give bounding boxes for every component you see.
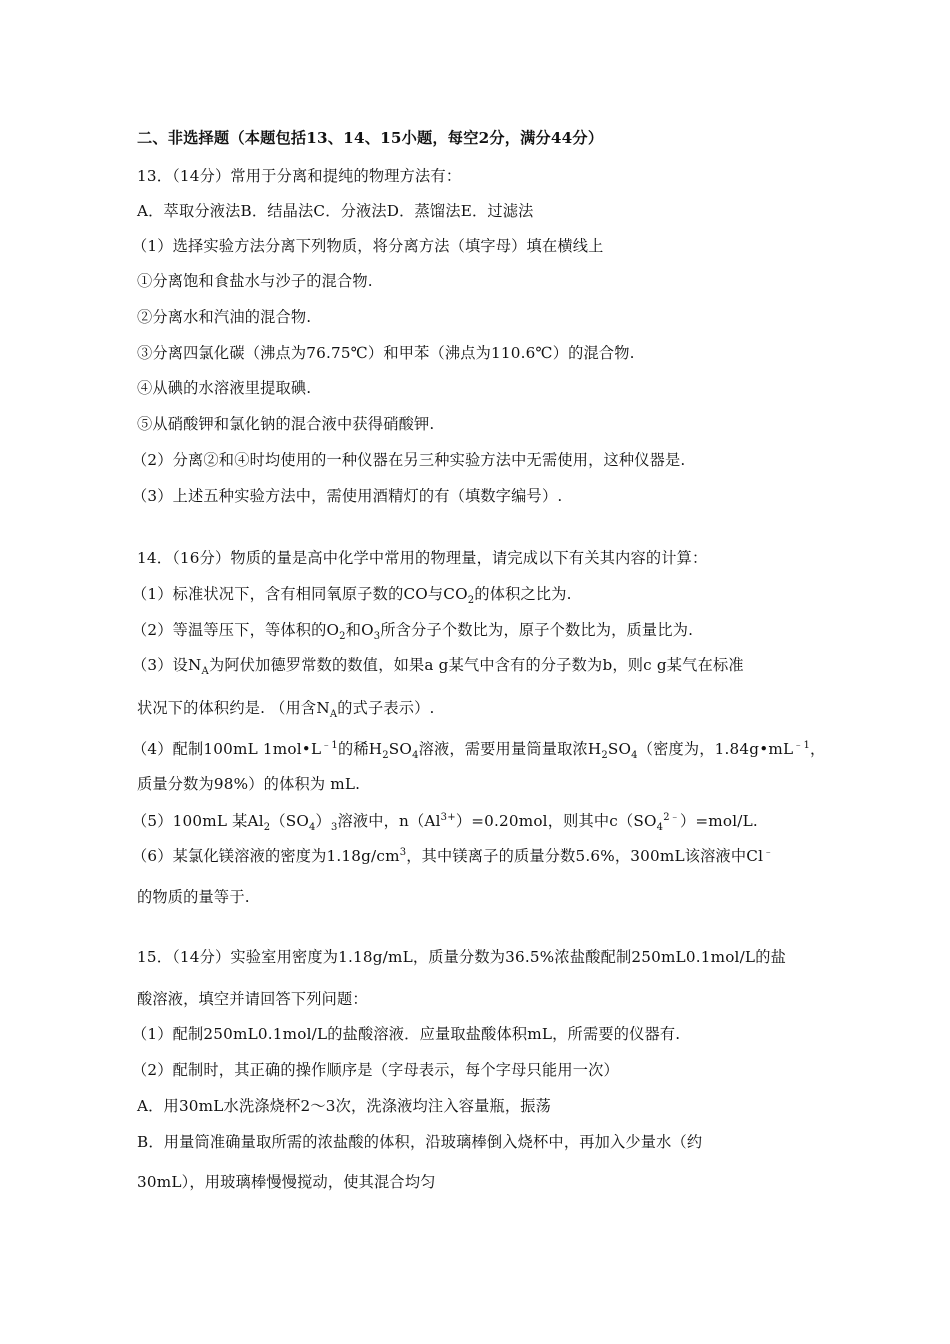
- q14-part1: （1）标准状况下，含有相同氧原子数的CO与$CO_2$的体积之比为.: [132, 585, 572, 607]
- q15-option-a: A．用30mL水洗涤烧杯2～3次，洗涤液均注入容量瓶，振荡: [137, 1097, 552, 1115]
- q14-part3: （3）设$N_A$为阿伏加德罗常数的数值，如果a g某气中含有的分子数为b，则c g某气在标准: [132, 656, 744, 678]
- q13-options: A．萃取分液法B．结晶法C．分液法D．蒸馏法E．过滤法: [137, 202, 534, 220]
- q13-item-2: ②分离水和汽油的混合物.: [137, 308, 312, 326]
- q13-stem: 13．（14分）常用于分离和提纯的物理方法有：: [137, 167, 462, 185]
- q15-option-b-cont: 30mL），用玻璃棒慢慢搅动，使其混合均匀: [137, 1173, 436, 1191]
- q15-stem: 15．（14分）实验室用密度为1.18g/mL，质量分数为36.5%浓盐酸配制250mL0.1mol/L的盐: [137, 948, 786, 966]
- q13-part1: （1）选择实验方法分离下列物质，将分离方法（填字母）填在横线上: [132, 237, 604, 255]
- q14-part4: （4）配制100mL $1mol•L^{﹣1}$的稀$H_2SO_4$溶液，需要用量筒量取浓$H_2SO_4$（密度为，$1.84g•mL^{﹣1}$，: [132, 739, 826, 762]
- section-title: 二、非选择题（本题包括13、14、15小题，每空2分，满分44分）: [137, 129, 604, 147]
- q14-stem: 14．（16分）物质的量是高中化学中常用的物理量，请完成以下有关其内容的计算：: [137, 549, 708, 567]
- q13-item-3: ③分离四氯化碳（沸点为76.75℃）和甲苯（沸点为110.6℃）的混合物.: [137, 344, 635, 362]
- q14-part5: （5）100mL 某$Al_2(SO_4)_3$溶液中，$n(Al^{3+})=0.20mol$，则其中$c(SO_4^{2﹣})=mol/L$.: [132, 811, 758, 834]
- q15-stem-cont: 酸溶液，填空并请回答下列问题：: [137, 990, 368, 1008]
- q15-option-b: B．用量筒准确量取所需的浓盐酸的体积，沿玻璃棒倒入烧杯中，再加入少量水（约: [137, 1133, 703, 1151]
- q14-part2: （2）等温等压下，等体积的$O_2$和$O_3$所含分子个数比为，原子个数比为，质量比为.: [132, 621, 694, 643]
- q15-part2: （2）配制时，其正确的操作顺序是（字母表示，每个字母只能用一次）: [132, 1061, 619, 1079]
- q14-part4-cont: 质量分数为98%）的体积为 mL.: [137, 775, 361, 793]
- q13-part2: （2）分离②和④时均使用的一种仪器在另三种实验方法中无需使用，这种仪器是.: [132, 451, 686, 469]
- q13-item-1: ①分离饱和食盐水与沙子的混合物.: [137, 272, 373, 290]
- q13-part3: （3）上述五种实验方法中，需使用酒精灯的有（填数字编号）.: [132, 487, 563, 505]
- q13-item-4: ④从碘的水溶液里提取碘.: [137, 379, 312, 397]
- q15-part1: （1）配制250mL0.1mol/L的盐酸溶液．应量取盐酸体积mL，所需要的仪器有.: [132, 1025, 681, 1043]
- q14-part6-cont: 的物质的量等于.: [137, 888, 250, 906]
- q14-part6: （6）某氯化镁溶液的密度为$1.18g/cm^3$，其中镁离子的质量分数5.6%，300mL该溶液中Cl﹣: [132, 846, 774, 865]
- q13-item-5: ⑤从硝酸钾和氯化钠的混合液中获得硝酸钾.: [137, 415, 435, 433]
- q14-part3-cont: 状况下的体积约是. （用含$N_A$的式子表示）.: [137, 699, 435, 721]
